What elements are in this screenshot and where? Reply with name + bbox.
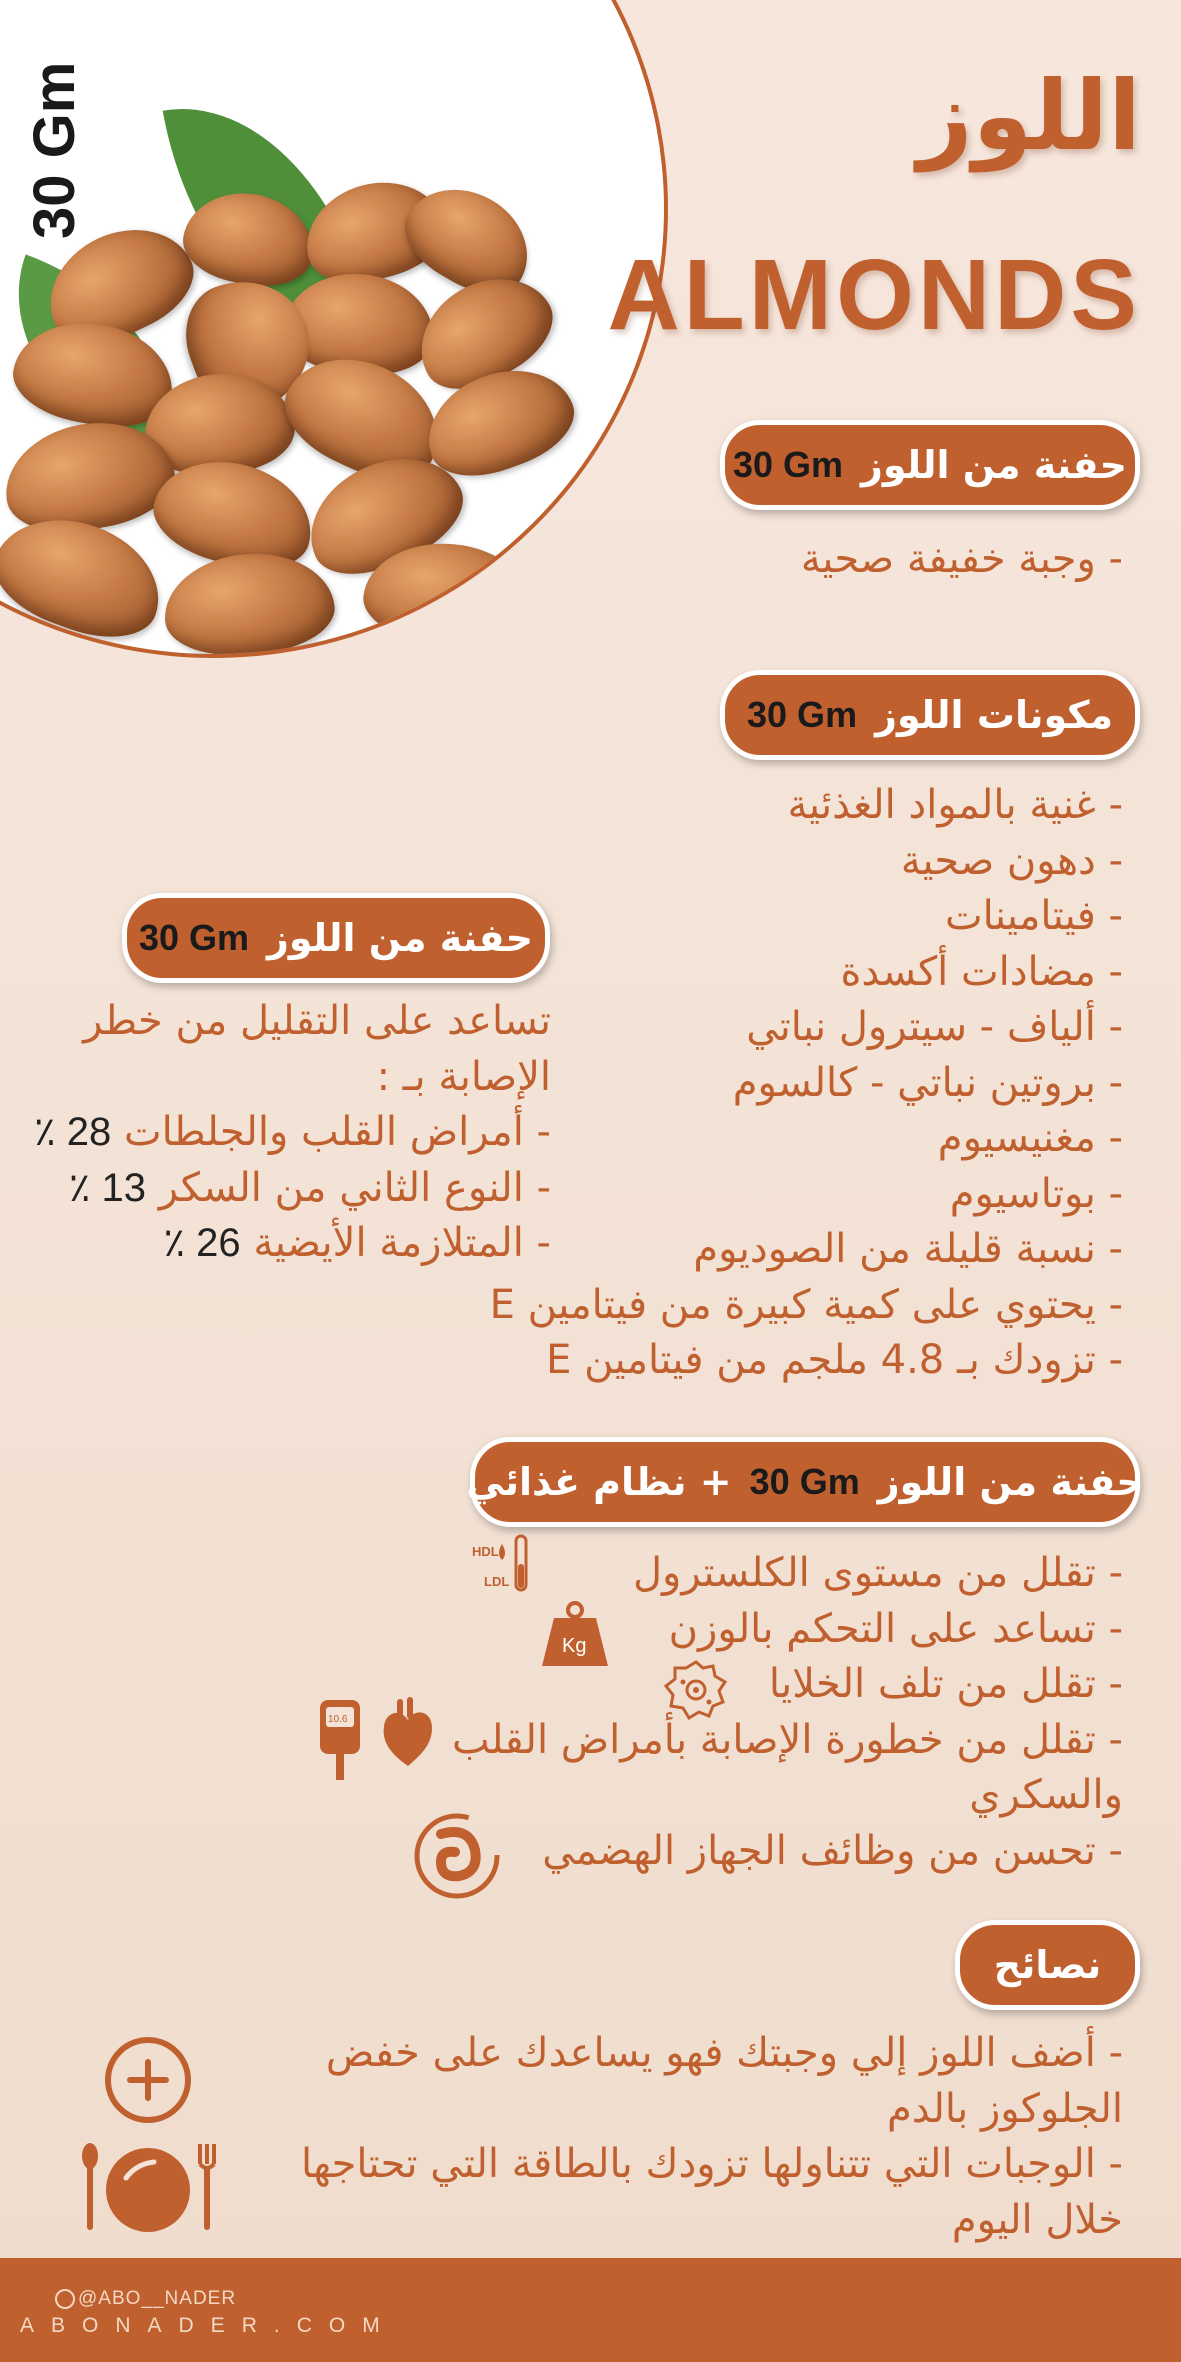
list-item: - تساعد على التحكم بالوزن bbox=[668, 1605, 1123, 1652]
pill-gm: 30 Gm bbox=[138, 917, 250, 958]
list-item: - مغنيسيوم bbox=[937, 1115, 1123, 1161]
almond bbox=[160, 547, 338, 658]
weight-kg-icon bbox=[538, 1598, 612, 1670]
risk-label: - النوع الثاني من السكر bbox=[158, 1164, 551, 1211]
pill-text: مكونات اللوز bbox=[875, 693, 1113, 737]
list-item: - وجبة خفيفة صحية bbox=[800, 536, 1123, 582]
ldl-label: LDL bbox=[484, 1574, 510, 1589]
list-item: - فيتامينات bbox=[944, 893, 1123, 939]
social-handle[interactable]: @ABO__NADER bbox=[78, 2288, 237, 2309]
pill-text: حفنة من اللوز bbox=[861, 443, 1128, 487]
list-item: - بروتين نباتي - كالسوم bbox=[732, 1059, 1123, 1106]
plus-circle-icon bbox=[104, 2036, 192, 2124]
twitter-icon bbox=[54, 2288, 78, 2310]
intro-line: تساعد على التقليل من خطر bbox=[83, 998, 551, 1044]
risk-value: 28 ٪ bbox=[34, 1110, 112, 1154]
footer-bar bbox=[0, 2258, 1181, 2362]
list-item: الجلوكوز بالدم bbox=[886, 2085, 1123, 2132]
risk-value: 13 ٪ bbox=[68, 1165, 147, 1210]
list-item: - غنية بالمواد الغذئية bbox=[787, 782, 1123, 828]
cholesterol-test-tube-icon bbox=[468, 1530, 540, 1602]
list-item: - تقلل من تلف الخلايا bbox=[768, 1661, 1123, 1707]
list-item: - دهون صحية bbox=[900, 837, 1123, 884]
section2-list bbox=[490, 778, 1123, 1389]
list-item: - ألياف - سيترول نباتي bbox=[746, 1004, 1123, 1050]
list-item: - نسبة قليلة من الصوديوم bbox=[693, 1226, 1123, 1272]
digestive-system-icon bbox=[411, 1810, 503, 1902]
risk-row bbox=[34, 1216, 551, 1272]
risk-value: 26 ٪ bbox=[163, 1221, 241, 1265]
risk-row bbox=[34, 1161, 551, 1217]
section2-pill bbox=[720, 670, 1140, 760]
title-english: ALMONDS bbox=[607, 239, 1141, 351]
cell-damage-icon bbox=[663, 1658, 729, 1722]
list-item: - تزودك بـ 4.8 ملجم من فيتامين E bbox=[546, 1337, 1123, 1383]
list-item: والسكري bbox=[969, 1772, 1123, 1818]
risk-label: - المتلازمة الأيضية bbox=[253, 1220, 551, 1266]
hdl-label: HDL bbox=[472, 1544, 499, 1559]
section3-pill bbox=[122, 893, 550, 983]
section3-list bbox=[34, 994, 551, 1272]
website-text[interactable]: ABONADER.COM bbox=[20, 2314, 397, 2337]
pill-text: حفنة من اللوز bbox=[267, 916, 534, 960]
pill-text: نصائح bbox=[993, 1943, 1102, 1987]
glucose-meter-icon bbox=[316, 1698, 364, 1784]
section1-pill bbox=[720, 420, 1140, 510]
intro-line: الإصابة بـ : bbox=[376, 1053, 551, 1100]
section5-pill bbox=[955, 1920, 1140, 2010]
pill-gm: 30 Gm bbox=[747, 694, 858, 735]
pill-text: حفنة من اللوز bbox=[877, 1460, 1144, 1504]
list-item: - يحتوي على كمية كبيرة من فيتامين E bbox=[489, 1281, 1123, 1328]
section5-list bbox=[301, 2026, 1123, 2248]
list-item: - تقلل من خطورة الإصابة بأمراض القلب bbox=[452, 1716, 1123, 1763]
pill-gm: 30 Gm bbox=[732, 444, 844, 485]
section1-list bbox=[801, 532, 1123, 588]
list-item: خلال اليوم bbox=[951, 2196, 1123, 2243]
list-item: - بوتاسيوم bbox=[949, 1170, 1123, 1217]
list-item: - مضادات أكسدة bbox=[840, 948, 1123, 995]
side-weight-label: 30 Gm bbox=[22, 61, 87, 239]
meter-reading: 10.6 bbox=[328, 1714, 348, 1725]
section4-list bbox=[452, 1546, 1123, 1879]
risk-row bbox=[34, 1105, 551, 1161]
almonds-photo bbox=[0, 0, 668, 658]
kg-label: Kg bbox=[562, 1635, 587, 1657]
plate-utensils-icon bbox=[80, 2140, 220, 2236]
list-item: - تقلل من مستوى الكلسترول bbox=[632, 1550, 1123, 1596]
pill-gm: 30 Gm bbox=[749, 1461, 860, 1502]
list-item: - أضف اللوز إلي وجبتك فهو يساعدك على خفض bbox=[325, 2030, 1123, 2076]
risk-label: - أمراض القلب والجلطات bbox=[123, 1109, 551, 1155]
pill-suffix: + نظام غذائي bbox=[466, 1460, 732, 1504]
list-item: - تحسن من وظائف الجهاز الهضمي bbox=[542, 1827, 1123, 1874]
list-item: - الوجبات التي تتناولها تزودك بالطاقة التي تحتاجها bbox=[301, 2141, 1123, 2187]
section4-pill bbox=[466, 1437, 1144, 1527]
heart-icon bbox=[378, 1696, 438, 1770]
title-arabic: اللوز bbox=[917, 60, 1141, 172]
